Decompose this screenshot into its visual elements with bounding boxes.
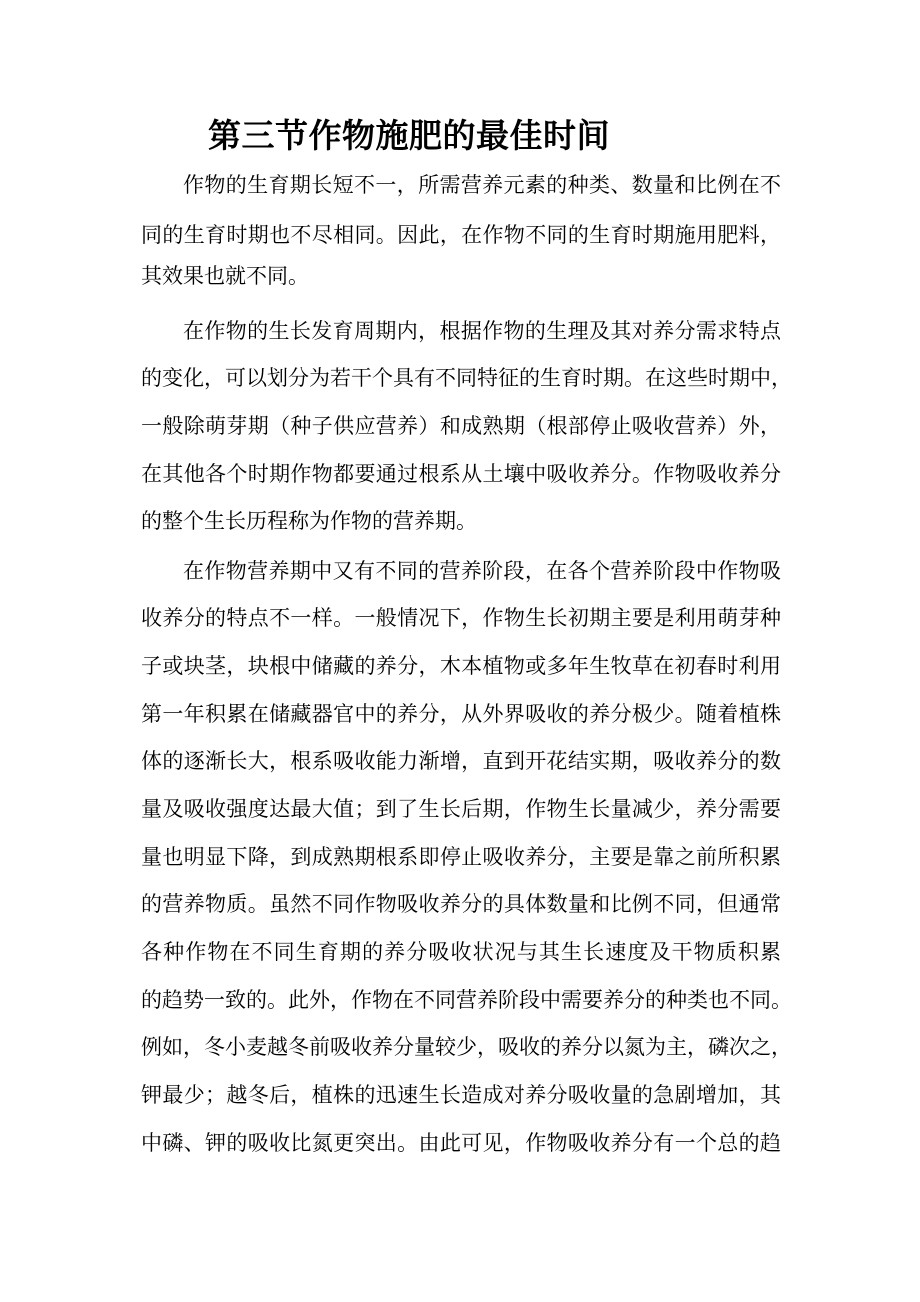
paragraph-3-line-13: 中磷、钾的吸收比氮更突出。由此可见，作物吸收养分有一个总的趋 [141,1131,781,1155]
paragraph-3-line-8: 的营养物质。虽然不同作物吸收养分的具体数量和比例不同，但通常 [141,892,781,916]
paragraph-2-line-4: 在其他各个时期作物都要通过根系从土壤中吸收养分。作物吸收养分 [141,462,781,486]
paragraph-1-line-3: 其效果也就不同。 [141,264,309,288]
paragraph-3-line-2: 收养分的特点不一样。一般情况下，作物生长初期主要是利用萌芽种 [141,606,781,630]
paragraph-3-line-7: 量也明显下降，到成熟期根系即停止吸收养分，主要是靠之前所积累 [141,845,781,869]
paragraph-2-line-1: 在作物的生长发育周期内，根据作物的生理及其对养分需求特点 [183,319,781,343]
paragraph-3-line-12: 钾最少；越冬后，植株的迅速生长造成对养分吸收量的急剧增加，其 [141,1083,781,1107]
paragraph-2-line-5: 的整个生长历程称为作物的营养期。 [141,509,477,533]
paragraph-3-line-3: 子或块茎，块根中储藏的养分，木本植物或多年生牧草在初春时利用 [141,654,781,678]
paragraph-1-line-2: 同的生育时期也不尽相同。因此，在作物不同的生育时期施用肥料， [141,223,781,247]
paragraph-2-line-2: 的变化，可以划分为若干个具有不同特征的生育时期。在这些时期中， [141,366,792,390]
paragraph-3-line-9: 各种作物在不同生育期的养分吸收状况与其生长速度及干物质积累 [141,940,781,964]
paragraph-3-line-1: 在作物营养期中又有不同的营养阶段，在各个营养阶段中作物吸 [183,559,781,583]
paragraph-3-line-10: 的趋势一致的。此外，作物在不同营养阶段中需要养分的种类也不同。 [141,988,792,1012]
paragraph-3-line-6: 量及吸收强度达最大值；到了生长后期，作物生长量减少，养分需要 [141,797,781,821]
paragraph-2-line-3: 一般除萌芽期（种子供应营养）和成熟期（根部停止吸收营养）外， [141,414,781,438]
paragraph-3-line-4: 第一年积累在储藏器官中的养分，从外界吸收的养分极少。随着植株 [141,702,781,726]
paragraph-1-line-1: 作物的生育期长短不一，所需营养元素的种类、数量和比例在不 [183,173,781,197]
section-title: 第三节作物施肥的最佳时间 [208,116,610,155]
paragraph-3-line-11: 例如，冬小麦越冬前吸收养分量较少，吸收的养分以氮为主，磷次之， [141,1035,792,1059]
paragraph-3-line-5: 体的逐渐长大，根系吸收能力渐增，直到开花结实期，吸收养分的数 [141,749,781,773]
